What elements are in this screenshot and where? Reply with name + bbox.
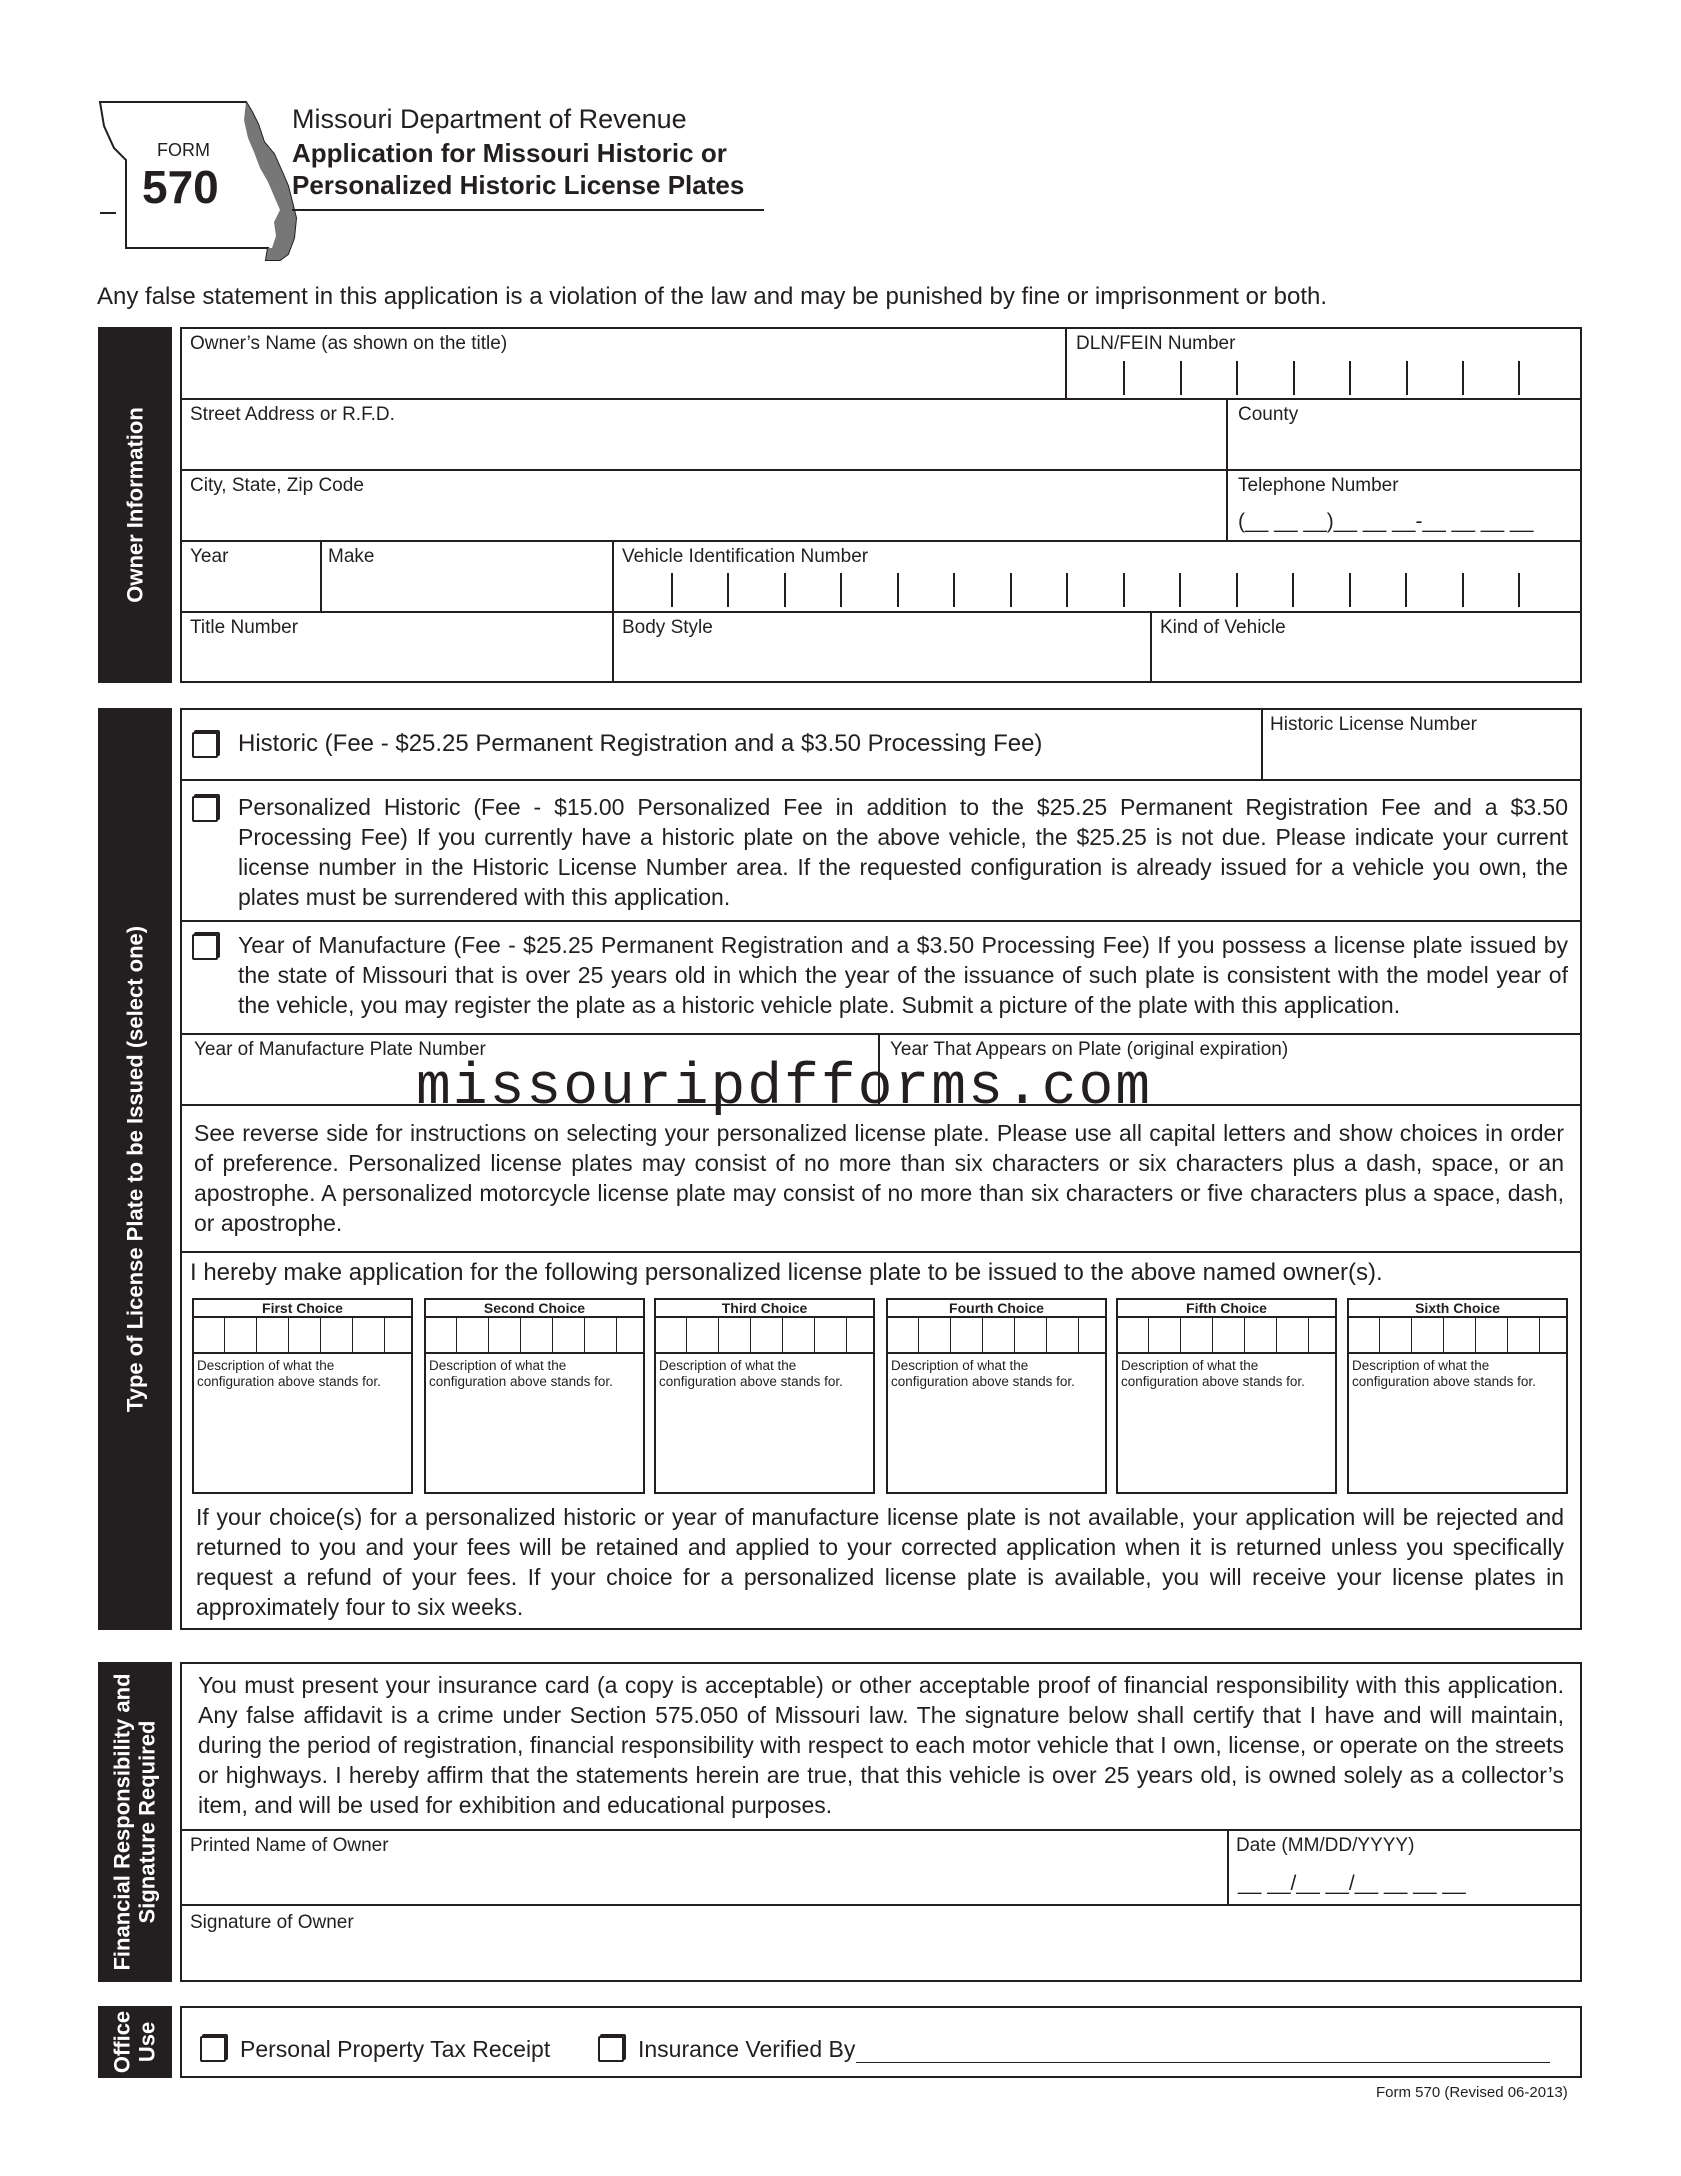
printed-name-label: Printed Name of Owner [190,1835,389,1856]
title-number-field[interactable] [184,640,608,680]
third-choice-characters[interactable] [656,1318,873,1354]
personalized-instructions: See reverse side for instructions on selecting your personalized license plate. Please use all capital letters and show choices in order of preference. Personalized license plates may consist of no more than six characters or six characters plus a dash, space, or an apostrophe. A personalized motorcycle license plate may consist of no more than six characters or five characters plus a space, dash, or apostrophe. [194,1120,1564,1236]
office-use-sidebar [98,2006,172,2078]
owners-name-field[interactable] [184,356,1062,396]
office-use-label [110,2011,161,2073]
divider [180,779,1582,781]
printed-name-field[interactable] [184,1860,1224,1902]
county-label: County [1238,404,1299,425]
divider [180,611,1582,613]
historic-option-text: Historic (Fee - $25.25 Permanent Registration and a $3.50 Processing Fee) [238,730,1043,757]
personalized-historic-text: Personalized Historic (Fee - $15.00 Personalized Fee in addition to the $25.25 Permanent Registration Fee and a $3.50 Processing Fee) If you currently have a historic plate on the above vehicle, the $25.25 is not due. Please indicate your current license number in the Historic License Number area. If the requested configuration is already issued for a vehicle you own, the plates must be surrendered with this application. [238,794,1568,910]
divider [180,469,1582,471]
historic-checkbox[interactable] [192,732,218,758]
sixth-choice-title: Sixth Choice [1349,1300,1566,1318]
dln-fein-label: DLN/FEIN Number [1076,333,1236,354]
divider [1227,1829,1229,1904]
availability-notice: If your choice(s) for a personalized historic or year of manufacture license plate is not available, your application will be rejected and returned to you and your fees will be retained and applied to your corrected application when it is returned unless you specifically request a refund of your fees. If your choice for a personalized license plate is available, you will receive your license plates in approximately four to six weeks. [196,1504,1564,1620]
sixth-choice-characters[interactable] [1349,1318,1566,1354]
divider [180,540,1582,542]
plate-type-label: Type of License Plate to be Issued (select one) [122,925,148,1413]
city-state-zip-field[interactable] [184,498,1222,538]
financial-affidavit: You must present your insurance card (a copy is acceptable) or other acceptable proof of financial responsibility with this application. Any false affidavit is a crime under Section 575.050 of Missouri law. The signature below shall certify that I have and will maintain, during the period of registration, financial responsibility with respect to each motor vehicle that I own, license, or operate on the streets or highways. I hereby affirm that the statements herein are true, that this vehicle is over 25 years old, is owned solely as a collector’s item, and will be used for exhibition and educational purposes. [198,1672,1564,1818]
first-choice-title: First Choice [194,1300,411,1318]
financial-label [110,1673,161,1970]
make-field[interactable] [324,570,610,610]
department-name: Missouri Department of Revenue [292,104,687,134]
fifth-choice-box[interactable] [1116,1298,1337,1494]
first-choice-description-label: Description of what the configuration above stands for. [197,1358,381,1389]
insurance-verified-label: Insurance Verified By [638,2036,856,2062]
plate-type-sidebar [98,708,172,1630]
third-choice-title: Third Choice [656,1300,873,1318]
first-choice-characters[interactable] [194,1318,411,1354]
county-field[interactable] [1230,428,1580,468]
fourth-choice-box[interactable] [886,1298,1107,1494]
financial-label-line1: Financial Responsibility and [109,1673,135,1971]
financial-label-line2: Signature Required [135,1720,160,1924]
form-title-line1: Application for Missouri Historic or [292,138,727,168]
street-address-field[interactable] [184,428,1222,468]
vin-field[interactable] [614,570,1580,610]
divider [180,1033,1582,1035]
title-number-label: Title Number [190,617,299,638]
divider [180,1829,1582,1831]
divider [320,540,322,611]
form-revision-footer: Form 570 (Revised 06-2013) [1376,2084,1568,2101]
year-field[interactable] [184,570,318,610]
insurance-verified-checkbox[interactable] [598,2036,624,2062]
third-choice-description-label: Description of what the configuration above stands for. [659,1358,843,1389]
second-choice-characters[interactable] [426,1318,643,1354]
signature-label: Signature of Owner [190,1912,354,1933]
sixth-choice-description-label: Description of what the configuration above stands for. [1352,1358,1536,1389]
form-title-line2: Personalized Historic License Plates [292,170,745,200]
date-label: Date (MM/DD/YYYY) [1236,1835,1415,1856]
kind-of-vehicle-label: Kind of Vehicle [1160,617,1286,638]
fourth-choice-description-label: Description of what the configuration above stands for. [891,1358,1075,1389]
third-choice-box[interactable] [654,1298,875,1494]
fourth-choice-characters[interactable] [888,1318,1105,1354]
kind-of-vehicle-field[interactable] [1154,640,1580,680]
false-statement-warning: Any false statement in this application is a violation of the law and may be punished by fine or imprisonment or both. [97,283,1328,310]
owner-information-label: Owner Information [122,407,148,603]
historic-license-number-label: Historic License Number [1270,714,1477,735]
second-choice-description-label: Description of what the configuration above stands for. [429,1358,613,1389]
divider [180,1251,1582,1253]
fourth-choice-title: Fourth Choice [888,1300,1105,1318]
date-field[interactable]: __ __/__ __/__ __ __ __ [1238,1872,1466,1895]
form-number: 570 [142,161,219,213]
second-choice-title: Second Choice [426,1300,643,1318]
divider [1261,708,1263,779]
body-style-field[interactable] [616,640,1146,680]
owner-information-sidebar [98,327,172,683]
insurance-verified-line[interactable] [856,2062,1550,2063]
yom-plate-number-label: Year of Manufacture Plate Number [194,1039,486,1060]
office-use-line2: Use [135,2021,160,2063]
financial-sidebar [98,1662,172,1982]
tax-receipt-checkbox[interactable] [200,2036,226,2062]
vin-label: Vehicle Identification Number [622,546,869,567]
city-state-zip-label: City, State, Zip Code [190,475,364,496]
office-use-line1: Office [109,2010,135,2074]
signature-field[interactable] [184,1936,1578,1980]
tax-receipt-label: Personal Property Tax Receipt [240,2036,551,2062]
telephone-field[interactable]: (__ __ __)__ __ __-__ __ __ __ [1238,510,1534,533]
divider [612,540,614,683]
second-choice-box[interactable] [424,1298,645,1494]
year-of-manufacture-text: Year of Manufacture (Fee - $25.25 Permanent Registration and a $3.50 Processing Fee) If you possess a license plate issued by the state of Missouri that is over 25 years old in which the year of the issuance of such plate is consistent with the model year of the vehicle, you may register the plate as a historic vehicle plate. Submit a picture of the plate with this application. [238,932,1568,1018]
divider [1150,611,1152,683]
year-on-plate-label: Year That Appears on Plate (original expiration) [890,1039,1289,1060]
telephone-label: Telephone Number [1238,475,1399,496]
divider [180,1904,1582,1906]
logo-dash [100,212,116,214]
fifth-choice-description-label: Description of what the configuration above stands for. [1121,1358,1305,1389]
year-label: Year [190,546,229,567]
owners-name-label: Owner’s Name (as shown on the title) [190,333,508,354]
year-of-manufacture-checkbox[interactable] [192,934,218,960]
dln-fein-field[interactable] [1068,356,1580,396]
body-style-label: Body Style [622,617,713,638]
divider [180,398,1582,400]
first-choice-box[interactable] [192,1298,413,1494]
application-statement: I hereby make application for the following personalized license plate to be issued to the above named owner(s). [190,1259,1383,1286]
divider [1226,398,1228,540]
make-label: Make [328,546,375,567]
fifth-choice-characters[interactable] [1118,1318,1335,1354]
title-underline [292,209,764,211]
divider [180,920,1582,922]
street-address-label: Street Address or R.F.D. [190,404,395,425]
form-word: FORM [157,140,210,160]
watermark: missouripdfforms.com [416,1056,1153,1121]
historic-license-number-field[interactable] [1266,738,1580,777]
divider [1065,327,1067,398]
sixth-choice-box[interactable] [1347,1298,1568,1494]
personalized-historic-checkbox[interactable] [192,796,218,822]
fifth-choice-title: Fifth Choice [1118,1300,1335,1318]
